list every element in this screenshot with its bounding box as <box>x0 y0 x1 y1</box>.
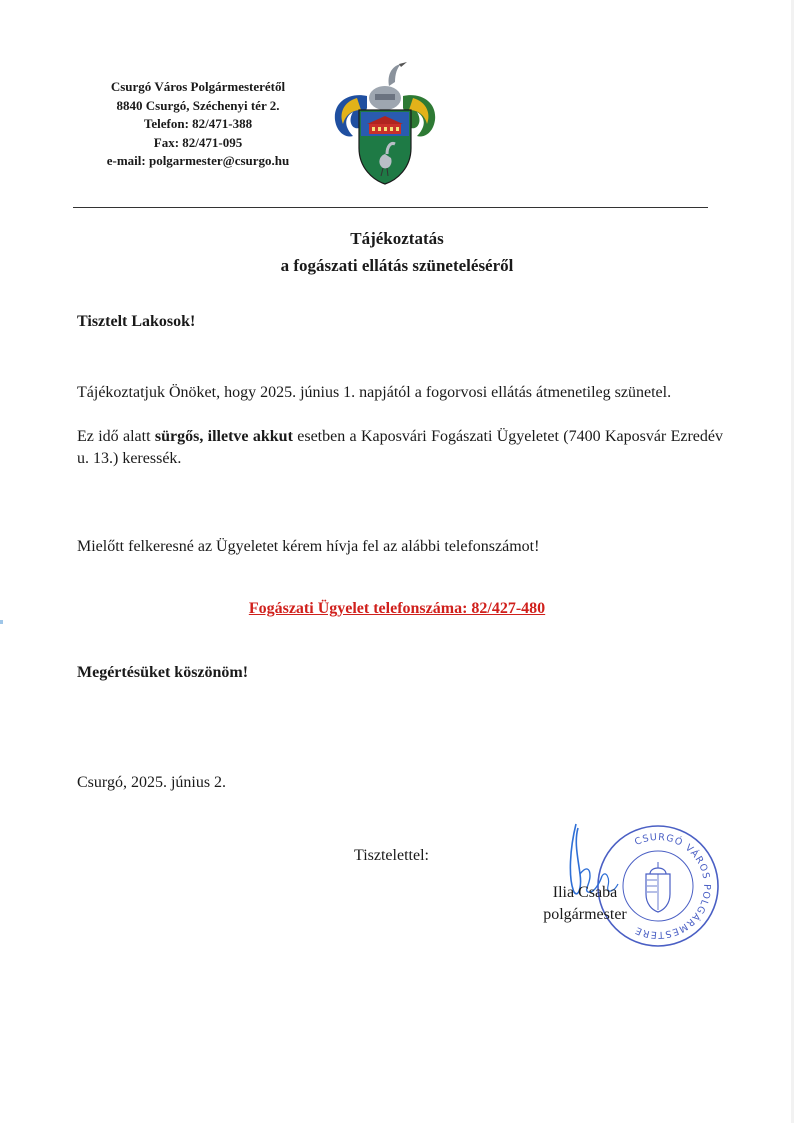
thanks-line: Megértésüket köszönöm! <box>77 664 249 681</box>
salutation: Tisztelt Lakosok! <box>77 313 196 330</box>
document-title: Tájékoztatás <box>350 229 444 248</box>
stamp-lettering: CSURGÓ VÁROS POLGÁRMESTERE <box>633 831 713 941</box>
paragraph-urgent-care <box>77 426 723 469</box>
paragraph-notice: Tájékoztatjuk Önöket, hogy 2025. június 1. napjától a fogorvosi ellátás átmenetileg szünetel. <box>77 384 672 401</box>
hotline-number: Fogászati Ügyelet telefonszáma: 82/427-480 <box>248 600 546 617</box>
scan-artifact <box>0 620 3 624</box>
paragraph-call-first: Mielőtt felkeresné az Ügyeletet kérem hívja fel az alábbi telefonszámot! <box>77 538 540 555</box>
place-and-date: Csurgó, 2025. június 2. <box>77 774 227 791</box>
urgent-care-text-pre: Ez idő alatt <box>77 428 155 445</box>
document-subtitle: a fogászati ellátás szüneteléséről <box>280 256 514 275</box>
urgent-care-text-post: esetben a Kaposvári Fogászati Ügyeletet (7400 Kaposvár Ezredév u. 13.) keressék. <box>77 428 724 467</box>
letterhead-email: e-mail: polgarmester@csurgo.hu <box>106 153 290 168</box>
coat-of-arms-icon <box>327 58 443 188</box>
letterhead-address: 8840 Csurgó, Széchenyi tér 2. <box>116 97 280 113</box>
letterhead-office: Csurgó Város Polgármesterétől <box>110 79 286 94</box>
signer-name: Ilia Csaba <box>552 884 618 901</box>
closing-regards: Tisztelettel: <box>354 847 429 864</box>
urgent-care-text-bold: sürgős, illetve akkut <box>154 428 293 445</box>
letterhead <box>70 78 326 171</box>
signer-block <box>520 882 650 926</box>
signer-role: polgármester <box>543 906 627 923</box>
header-divider <box>73 207 708 208</box>
letterhead-phone: Telefon: 82/471-388 <box>143 116 253 131</box>
letterhead-fax: Fax: 82/471-095 <box>153 134 243 150</box>
